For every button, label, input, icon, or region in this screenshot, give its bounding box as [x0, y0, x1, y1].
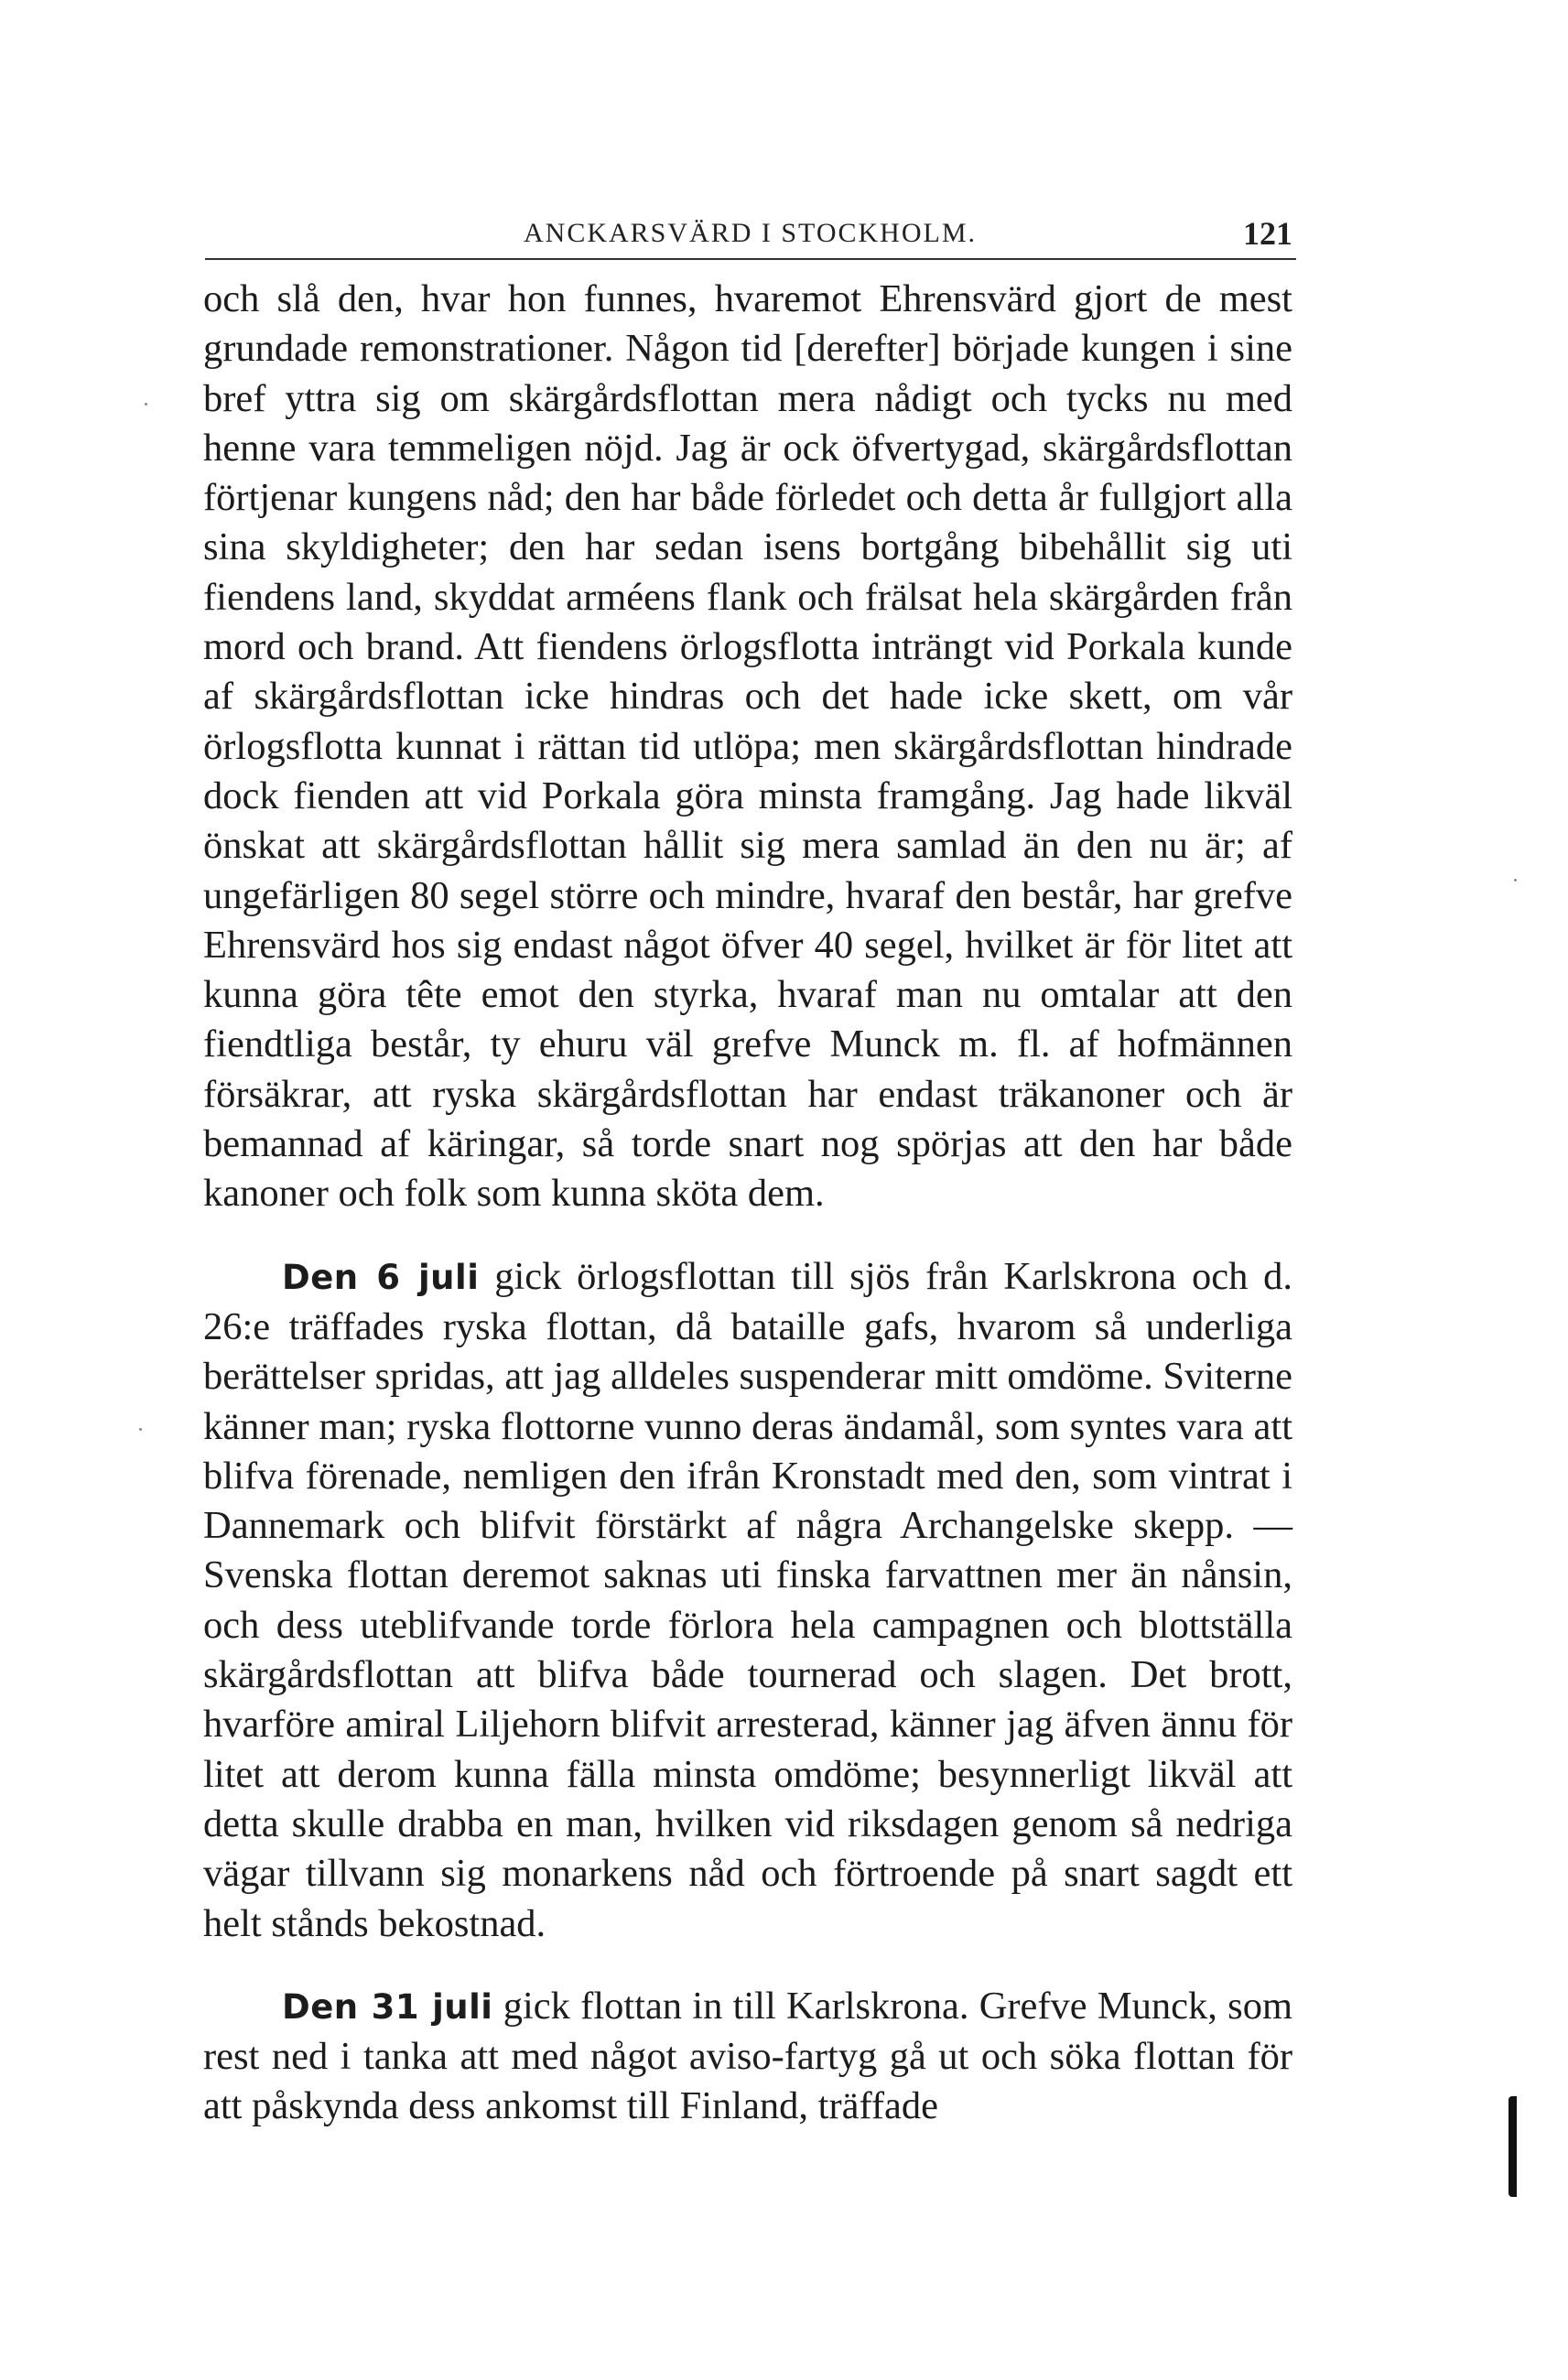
- page-header: [203, 209, 1296, 256]
- paragraph-3: [203, 1982, 1292, 2132]
- paragraph-2-date-lead: Den 6 juli: [282, 1257, 480, 1297]
- body-text: [203, 275, 1292, 2132]
- paragraph-2-text: gick örlogsflottan till sjös från Karlskrona och d. 26:e träffades ryska flottan, då bataille gafs, hvarom så underliga berättelser spridas, att jag alldeles suspenderar mitt omdöme. Sviterne känner man; ryska flottorne vunno deras ändamål, som syntes vara att blifva förenade, nemligen den ifrån Kronstadt med den, som vintrat i Dannemark och blifvit förstärkt af några Archangelske skepp. — Svenska flottan deremot saknas uti finska farvattnen mer än nånsin, och dess uteblifvande torde förlora hela campagnen och blottställa skärgårdsflottan att blifva både tournerad och slagen. Det brott, hvarföre amiral Liljehorn blifvit arresterad, känner jag äfven ännu för litet att derom kunna fälla minsta omdöme; besynnerligt likväl att detta skulle drabba en man, hvilken vid riksdagen genom så nedriga vägar tillvann sig monarkens nåd och förtroende på snart sagdt ett helt stånds bekostnad.: [203, 1254, 1293, 1945]
- paragraph-1: [203, 275, 1292, 1219]
- running-title: ANCKARSVÄRD I STOCKHOLM.: [524, 218, 977, 248]
- margin-speck: [145, 403, 147, 406]
- paragraph-3-date-lead: Den 31 juli: [282, 1986, 493, 2027]
- margin-speck: [139, 1428, 142, 1431]
- paragraph-1-text: och slå den, hvar hon funnes, hvaremot Ehrensvärd gjort de mest grundade remonstrationer. Någon tid [derefter] började kungen i sine bref yttra sig om skärgårdsflottan mera nådigt och tycks nu med henne vara temmeligen nöjd. Jag är ock öfvertygad, skärgårdsflottan förtjenar kungens nåd; den har både förledet och detta år fullgjort alla sina skyldigheter; den har sedan isens bortgång bibehållit sig uti fiendens land, skyddat arméens flank och frälsat hela skärgården från mord och brand. Att fiendens örlogsflotta inträngt vid Porkala kunde af skärgårdsflottan icke hindras och det hade icke skett, om vår örlogsflotta kunnat i rättan tid utlöpa; men skärgårdsflottan hindrade dock fienden att vid Porkala göra minsta framgång. Jag hade likväl önskat att skärgårdsflottan hållit sig mera samlad än den nu är; af ungefärligen 80 segel större och mindre, hvaraf den består, har grefve Ehrensvärd hos sig endast något öfver 40 segel, hvilket är för litet att kunna göra tête emot den styrka, hvaraf man nu omtalar att den fiendtliga består, ty ehuru väl grefve Munck m. fl. af hofmännen försäkrar, att ryska skärgårdsflottan har endast träkanoner och är bemannad af käringar, så torde snart nog spörjas att den har både kanoner och folk som kunna sköta dem.: [203, 277, 1292, 1216]
- margin-ink-mark: [1509, 2096, 1517, 2197]
- header-rule: [205, 258, 1296, 260]
- margin-speck: [1514, 879, 1517, 882]
- paragraph-3-text: gick flottan in till Karlskrona. Grefve Munck, som rest ned i tanka att med något aviso-fartyg gå ut och söka flottan för att påskynda dess ankomst till Finland, träffade: [203, 1984, 1292, 2128]
- page-number: 121: [1243, 215, 1292, 252]
- paragraph-2: [203, 1252, 1292, 1949]
